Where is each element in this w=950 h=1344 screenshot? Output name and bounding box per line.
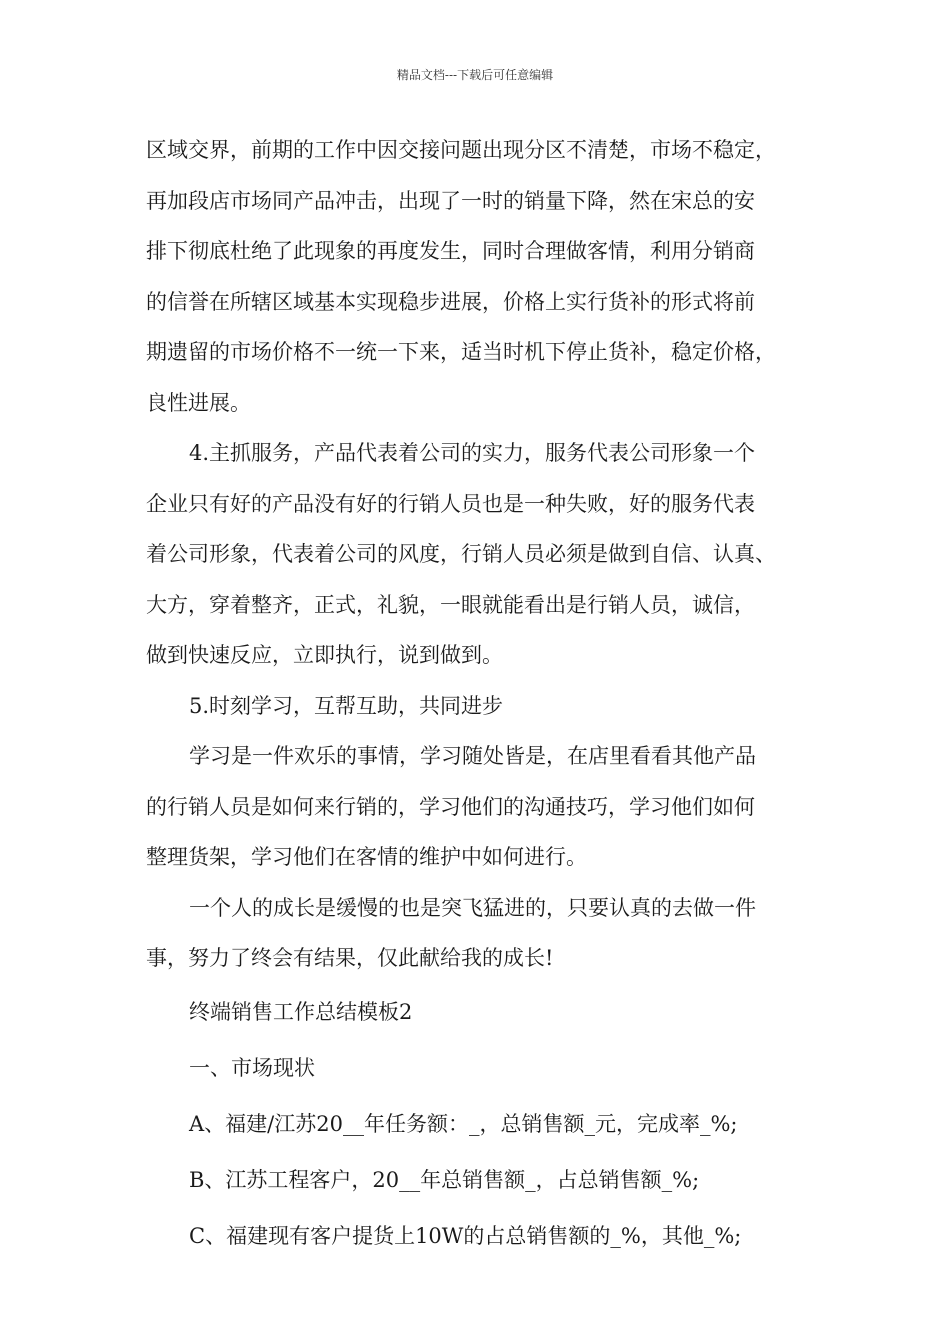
paragraph-line: 再加段店市场同产品冲击，出现了一时的销量下降，然在宋总的安: [146, 188, 755, 213]
paragraph-line: 事，努力了终会有结果，仅此献给我的成长!: [146, 946, 554, 970]
list-item: C、福建现有客户提货上10W的占总销售额的_%，其他_%;: [189, 1223, 742, 1248]
paragraph-line: 区域交界，前期的工作中因交接问题出现分区不清楚，市场不稳定，: [146, 138, 776, 162]
paragraph-line: 企业只有好的产品没有好的行销人员也是一种失败，好的服务代表: [146, 491, 755, 516]
paragraph-line: 排下彻底杜绝了此现象的再度发生，同时合理做客情，利用分销商: [146, 239, 755, 263]
list-item: B、江苏工程客户，20__年总销售额_，占总销售额_%;: [189, 1167, 700, 1192]
paragraph-line: 一个人的成长是缓慢的也是突飞猛进的，只要认真的去做一件: [189, 895, 756, 920]
section-heading: 一、市场现状: [189, 1055, 315, 1080]
list-item: A、福建/江苏20__年任务额：_，总销售额_元，完成率_%;: [189, 1111, 738, 1136]
section-heading: 5.时刻学习，互帮互助，共同进步: [189, 693, 504, 718]
paragraph-line: 期遗留的市场价格不一统一下来，适当时机下停止货补，稳定价格，: [146, 340, 776, 364]
paragraph-line: 良性进展。: [146, 390, 251, 415]
paragraph-line: 学习是一件欢乐的事情，学习随处皆是，在店里看看其他产品: [189, 744, 756, 768]
paragraph-line: 大方，穿着整齐，正式，礼貌，一眼就能看出是行销人员，诚信，: [146, 592, 755, 617]
paragraph-line: 的行销人员是如何来行销的，学习他们的沟通技巧，学习他们如何: [146, 794, 755, 819]
document-title: 终端销售工作总结模板2: [189, 999, 413, 1024]
paragraph-line: 做到快速反应，立即执行，说到做到。: [146, 643, 503, 667]
paragraph-line: 的信誉在所辖区域基本实现稳步进展，价格上实行货补的形式将前: [146, 289, 755, 314]
paragraph-line: 整理货架，学习他们在客情的维护中如何进行。: [146, 845, 587, 869]
paragraph-line: 4.主抓服务，产品代表着公司的实力，服务代表公司形象一个: [189, 441, 756, 465]
paragraph-line: 着公司形象，代表着公司的风度，行销人员必须是做到自信、认真、: [146, 542, 776, 566]
document-body: [146, 125, 826, 1264]
page-header: 精品文档---下载后可任意编辑: [396, 68, 554, 82]
